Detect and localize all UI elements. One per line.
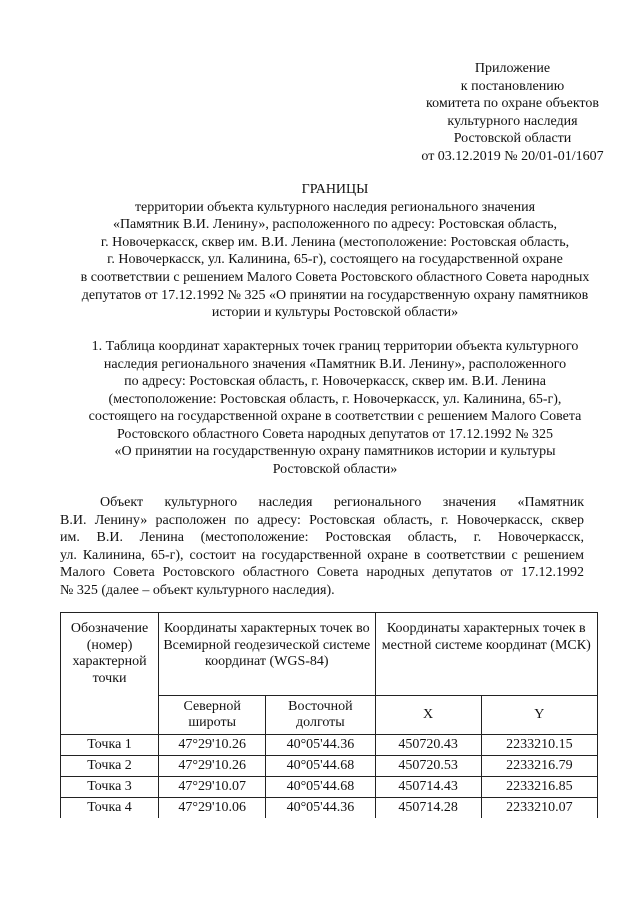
cell-latitude: 47°29'10.26 bbox=[159, 756, 266, 777]
paragraph-line: ул. Калинина, 65-г), состоит на государственной охране в соответствии с решением bbox=[60, 547, 584, 563]
header-y: Y bbox=[481, 696, 597, 735]
heading-line: территории объекта культурного наследия регионального значения bbox=[134, 199, 536, 215]
cell-y: 2233216.85 bbox=[481, 777, 597, 798]
paragraph-line: Объект культурного наследия регионального значения «Памятник bbox=[100, 495, 584, 510]
cell-x: 450714.28 bbox=[375, 798, 481, 819]
cell-x: 450714.43 bbox=[375, 777, 481, 798]
appendix-line: культурного наследия bbox=[447, 113, 578, 129]
paragraph-line: В.И. Ленину» расположен по адресу: Ростовская область, г. Новочеркасск, сквер bbox=[60, 512, 584, 528]
table-row bbox=[61, 777, 598, 798]
section-line: состоящего на государственной охране в соответствии с решением Малого Совета bbox=[88, 409, 582, 424]
header-north-latitude: Северной широты bbox=[159, 696, 266, 735]
cell-longitude: 40°05'44.36 bbox=[266, 735, 375, 756]
cell-latitude: 47°29'10.06 bbox=[159, 798, 266, 819]
appendix-block bbox=[360, 60, 640, 165]
coordinates-table bbox=[60, 612, 598, 818]
section-line: Ростовского областного Совета народных депутатов от 17.12.1992 № 325 bbox=[116, 426, 554, 442]
appendix-line: к постановлению bbox=[460, 78, 565, 94]
paragraph-line: № 325 (далее – объект культурного наследия). bbox=[60, 582, 335, 598]
appendix-line: Ростовской области bbox=[453, 131, 572, 146]
section-line: (местоположение: Ростовская область, г. Новочеркасск, ул. Калинина, 65-г), bbox=[108, 391, 562, 407]
paragraph-line: им. В.И. Ленина (местоположение: Ростовская область, г. Новочеркасск, bbox=[60, 530, 584, 546]
heading-line: в соответствии с решением Малого Совета Ростовского областного Совета народных bbox=[80, 269, 590, 285]
appendix-line: комитета по охране объектов bbox=[426, 96, 599, 111]
cell-x: 450720.53 bbox=[375, 756, 481, 777]
header-msk: Координаты характерных точек в местной системе координат (МСК) bbox=[375, 613, 598, 696]
cell-longitude: 40°05'44.36 bbox=[266, 798, 375, 819]
appendix-line: от 03.12.2019 № 20/01-01/1607 bbox=[421, 148, 604, 164]
cell-point: Точка 2 bbox=[61, 756, 159, 777]
body-paragraph bbox=[60, 494, 584, 600]
cell-point: Точка 1 bbox=[61, 735, 159, 756]
table-row bbox=[61, 756, 598, 777]
header-wgs84: Координаты характерных точек во Всемирной геодезической системе координат (WGS-84) bbox=[159, 613, 375, 696]
header-x: X bbox=[375, 696, 481, 735]
appendix-line: Приложение bbox=[474, 61, 551, 76]
heading-line: истории и культуры Ростовской области» bbox=[211, 305, 459, 321]
header-designation: Обозначение (номер) характерной точки bbox=[61, 613, 159, 735]
cell-latitude: 47°29'10.07 bbox=[159, 777, 266, 798]
cell-y: 2233210.07 bbox=[481, 798, 597, 819]
heading-line: «Памятник В.И. Ленину», расположенного по адресу: Ростовская область, bbox=[112, 217, 558, 233]
cell-longitude: 40°05'44.68 bbox=[266, 756, 375, 777]
document-heading bbox=[40, 181, 630, 322]
header-east-longitude: Восточной долготы bbox=[266, 696, 375, 735]
cell-point: Точка 4 bbox=[61, 798, 159, 819]
cell-point: Точка 3 bbox=[61, 777, 159, 798]
cell-x: 450720.43 bbox=[375, 735, 481, 756]
paragraph-line: Малого Совета Ростовского областного Совета народных депутатов от 17.12.1992 bbox=[60, 565, 584, 581]
section-line: «О принятии на государственную охрану памятников истории и культуры bbox=[114, 444, 556, 459]
section-line: наследия регионального значения «Памятник В.И. Ленину», расположенного bbox=[103, 356, 567, 372]
section-line: Ростовской области» bbox=[272, 461, 398, 477]
section-title bbox=[40, 338, 630, 478]
cell-longitude: 40°05'44.68 bbox=[266, 777, 375, 798]
heading-line: депутатов от 17.12.1992 № 325 «О принятии на государственную охрану памятников bbox=[81, 287, 589, 303]
heading-line: г. Новочеркасск, ул. Калинина, 65-г), состоящего на государственной охране bbox=[107, 252, 563, 268]
section-line: по адресу: Ростовская область, г. Новочеркасск, сквер им. В.И. Ленина bbox=[124, 374, 546, 389]
heading-line: г. Новочеркасск, сквер им. В.И. Ленина (местоположение: Ростовская область, bbox=[100, 234, 570, 250]
cell-y: 2233216.79 bbox=[481, 756, 597, 777]
cell-latitude: 47°29'10.26 bbox=[159, 735, 266, 756]
table-row bbox=[61, 735, 598, 756]
section-line: 1. Таблица координат характерных точек границ территории объекта культурного bbox=[91, 339, 579, 354]
table-row bbox=[61, 798, 598, 819]
heading-title: ГРАНИЦЫ bbox=[301, 182, 369, 197]
cell-y: 2233210.15 bbox=[481, 735, 597, 756]
